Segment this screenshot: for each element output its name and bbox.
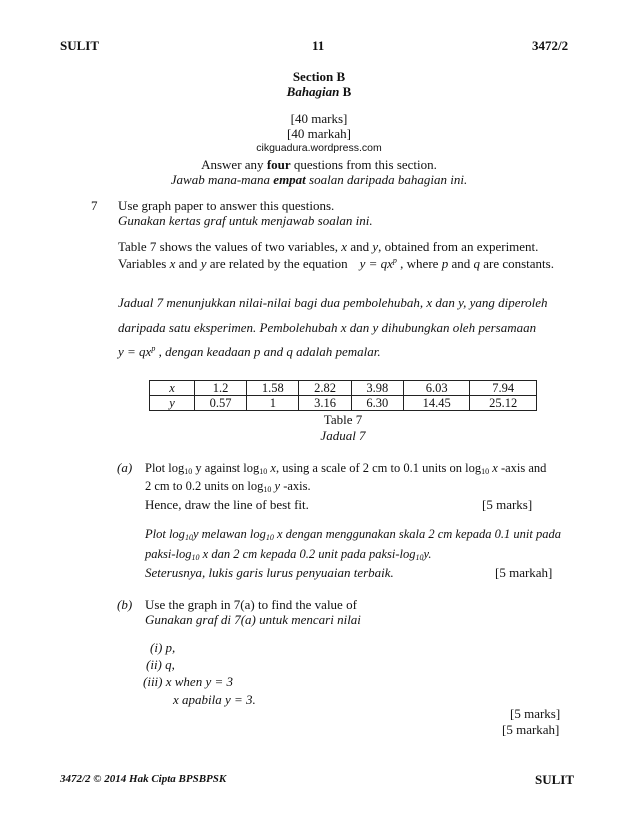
row-label-x: x [150,381,195,396]
question-para2: Variables x and y are related by the equation $y = qx^p$ , where p and q are constants. [118,256,554,271]
page-number: 11 [312,38,325,53]
table-caption-ms: Jadual 7 [320,428,366,443]
table-row-x [150,381,537,396]
header-left: SULIT [60,38,100,53]
part-b-line1-ms: Gunakan graf di 7(a) untuk mencari nilai [145,612,361,627]
question-line1: Use graph paper to answer this questions. [118,198,335,213]
table-caption: Table 7 [323,412,363,427]
part-b-item-i: (i) p, [150,640,176,655]
table-cell: 6.30 [351,396,403,411]
table-row-y [150,396,537,411]
table-cell: 3.98 [351,381,403,396]
watermark: cikguadura.wordpress.com [256,142,382,154]
row-label-y: y [150,396,195,411]
table-cell: 3.16 [299,396,351,411]
part-b-marks: [5 marks] [510,706,561,721]
part-a-marks: [5 marks] [482,497,533,512]
table-cell: 6.03 [403,381,470,396]
part-a-line3: Hence, draw the line of best fit. [145,497,309,512]
question-ms-line3: $y = qx^p$ , dengan keadaan p and q adalah pemalar. [118,344,381,359]
part-a-ms-line3: Seterusnya, lukis garis lurus penyuaian terbaik. [145,565,394,580]
table-cell: 25.12 [470,396,537,411]
table-cell: 2.82 [299,381,351,396]
table-cell: 1.58 [247,381,299,396]
table-cell: 1.2 [195,381,247,396]
table-cell: 0.57 [195,396,247,411]
marks-en: [40 marks] [290,111,348,126]
part-a-label: (a) [117,460,133,475]
part-a-line2: 2 cm to 0.2 units on $\log_{10} y$ -axis. [145,479,311,494]
footer-right: SULIT [535,772,575,787]
section-title: Section B [292,69,346,84]
equation: y = qx [359,256,393,271]
part-a-ms-line2: paksi-$\log_{10}$ x dan 2 cm kepada 0.2 unit pada paksi-$\log_{10}y$. [145,547,432,562]
question-ms-line2: daripada satu eksperimen. Pembolehubah x dan y dihubungkan oleh persamaan [118,320,537,335]
question-para1: Table 7 shows the values of two variables, x and y, obtained from an experiment. [118,239,539,254]
question-number: 7 [91,198,98,213]
data-table [149,380,537,411]
marks-ms: [40 markah] [287,126,351,141]
part-a-marks-ms: [5 markah] [495,565,553,580]
part-b-marks-ms: [5 markah] [502,722,560,737]
part-b-item-ii: (ii) q, [146,657,175,672]
section-title-ms: Bahagian B [286,84,352,99]
question-line1-ms: Gunakan kertas graf untuk menjawab soalan ini. [118,213,373,228]
part-b-item-iii: (iii) x when y = 3 [143,674,233,689]
table-cell: 7.94 [470,381,537,396]
part-a-line1: Plot $\log_{10} y$ against $\log_{10} x$, using a scale of 2 cm to 0.1 units on $\log_{10} x$ -axis and [145,461,547,476]
part-b-item-iii-ms: x apabila y = 3. [173,692,256,707]
instruction-en: Answer any four questions from this section. [201,157,437,172]
instruction-ms: Jawab mana-mana empat soalan daripada bahagian ini. [170,172,468,187]
table-cell: 14.45 [403,396,470,411]
part-b-label: (b) [117,597,133,612]
header-right: 3472/2 [532,38,569,53]
part-a-ms-line1: Plot $\log_{10}y$ melawan $\log_{10} x$ dengan menggunakan skala 2 cm kepada 0.1 unit pada [145,527,561,542]
question-ms-line1: Jadual 7 menunjukkan nilai-nilai bagi dua pembolehubah, x dan y, yang diperoleh [118,295,548,310]
footer-copyright: 3472/2 © 2014 Hak Cipta BPSBPSK [60,773,227,785]
table-cell: 1 [247,396,299,411]
part-b-line1: Use the graph in 7(a) to find the value of [145,597,357,612]
